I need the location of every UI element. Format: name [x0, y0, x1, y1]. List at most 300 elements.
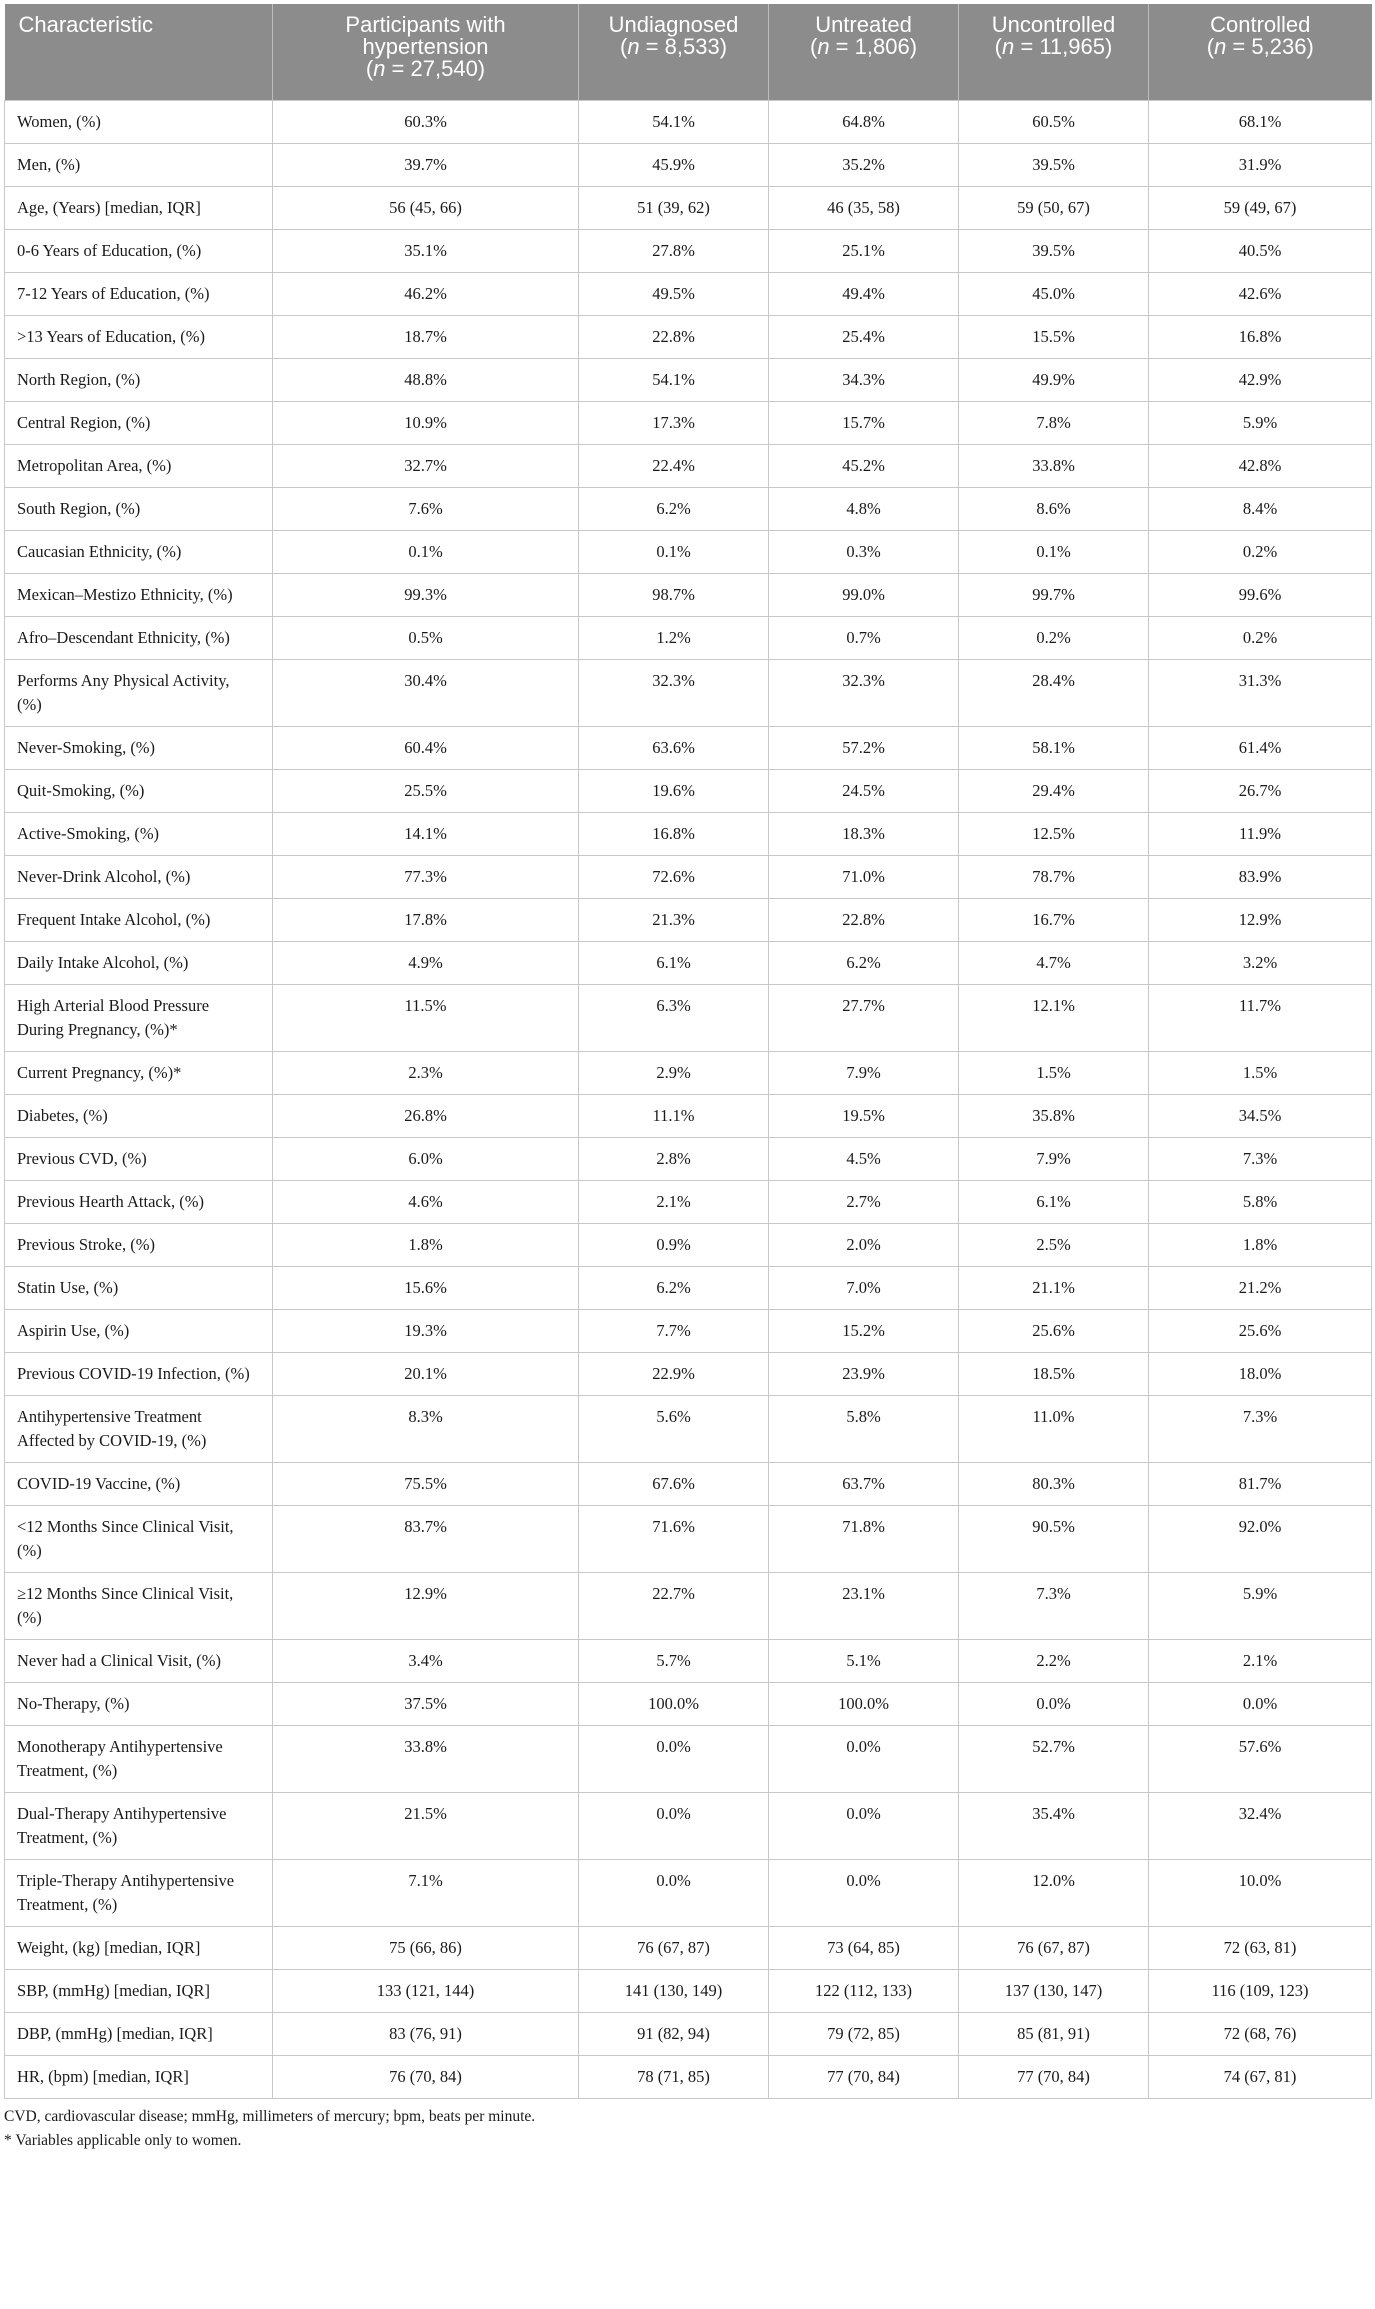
cell-uncontrolled: 60.5%: [959, 100, 1149, 143]
cell-untreated: 15.2%: [769, 1309, 959, 1352]
cell-untreated: 23.9%: [769, 1352, 959, 1395]
row-label: SBP, (mmHg) [median, IQR]: [5, 1969, 273, 2012]
table-row: [5, 315, 1372, 358]
cell-controlled: 40.5%: [1149, 229, 1372, 272]
cell-undiagnosed: 141 (130, 149): [579, 1969, 769, 2012]
table-row: [5, 229, 1372, 272]
cell-undiagnosed: 22.8%: [579, 315, 769, 358]
cell-untreated: 2.7%: [769, 1180, 959, 1223]
cell-untreated: 34.3%: [769, 358, 959, 401]
row-label: High Arterial Blood Pressure During Pregnancy, (%)*: [5, 984, 273, 1051]
cell-all-participants: 77.3%: [273, 855, 579, 898]
cell-all-participants: 37.5%: [273, 1682, 579, 1725]
cell-controlled: 72 (63, 81): [1149, 1926, 1372, 1969]
cell-untreated: 4.5%: [769, 1137, 959, 1180]
cell-undiagnosed: 0.0%: [579, 1792, 769, 1859]
cell-undiagnosed: 45.9%: [579, 143, 769, 186]
cell-controlled: 31.9%: [1149, 143, 1372, 186]
cell-uncontrolled: 35.4%: [959, 1792, 1149, 1859]
table-row: [5, 100, 1372, 143]
cell-all-participants: 20.1%: [273, 1352, 579, 1395]
header-label: Characteristic: [18, 12, 153, 37]
header-uncontrolled: [959, 4, 1149, 100]
row-label: HR, (bpm) [median, IQR]: [5, 2055, 273, 2098]
cell-controlled: 0.0%: [1149, 1682, 1372, 1725]
table-row: [5, 2012, 1372, 2055]
table-row: [5, 941, 1372, 984]
cell-all-participants: 12.9%: [273, 1572, 579, 1639]
cell-untreated: 77 (70, 84): [769, 2055, 959, 2098]
cell-uncontrolled: 80.3%: [959, 1462, 1149, 1505]
characteristics-table: [4, 4, 1372, 2099]
cell-controlled: 81.7%: [1149, 1462, 1372, 1505]
cell-uncontrolled: 29.4%: [959, 769, 1149, 812]
cell-all-participants: 39.7%: [273, 143, 579, 186]
cell-uncontrolled: 33.8%: [959, 444, 1149, 487]
cell-controlled: 0.2%: [1149, 616, 1372, 659]
cell-controlled: 11.7%: [1149, 984, 1372, 1051]
cell-untreated: 5.1%: [769, 1639, 959, 1682]
table-row: [5, 1682, 1372, 1725]
row-label: Daily Intake Alcohol, (%): [5, 941, 273, 984]
cell-uncontrolled: 12.0%: [959, 1859, 1149, 1926]
cell-all-participants: 21.5%: [273, 1792, 579, 1859]
cell-untreated: 25.1%: [769, 229, 959, 272]
cell-uncontrolled: 21.1%: [959, 1266, 1149, 1309]
cell-controlled: 10.0%: [1149, 1859, 1372, 1926]
row-label: Women, (%): [5, 100, 273, 143]
table-row: [5, 1051, 1372, 1094]
cell-undiagnosed: 67.6%: [579, 1462, 769, 1505]
cell-uncontrolled: 0.2%: [959, 616, 1149, 659]
row-label: Antihypertensive Treatment Affected by COVID-19, (%): [5, 1395, 273, 1462]
cell-undiagnosed: 7.7%: [579, 1309, 769, 1352]
table-row: [5, 1792, 1372, 1859]
cell-uncontrolled: 7.8%: [959, 401, 1149, 444]
cell-untreated: 0.7%: [769, 616, 959, 659]
cell-undiagnosed: 0.0%: [579, 1725, 769, 1792]
cell-undiagnosed: 54.1%: [579, 358, 769, 401]
cell-controlled: 12.9%: [1149, 898, 1372, 941]
row-label: Never-Drink Alcohol, (%): [5, 855, 273, 898]
row-label: Triple-Therapy Antihypertensive Treatment, (%): [5, 1859, 273, 1926]
row-label: Frequent Intake Alcohol, (%): [5, 898, 273, 941]
table-row: [5, 573, 1372, 616]
cell-controlled: 0.2%: [1149, 530, 1372, 573]
cell-all-participants: 7.6%: [273, 487, 579, 530]
cell-all-participants: 75.5%: [273, 1462, 579, 1505]
cell-untreated: 49.4%: [769, 272, 959, 315]
cell-untreated: 18.3%: [769, 812, 959, 855]
cell-uncontrolled: 49.9%: [959, 358, 1149, 401]
cell-untreated: 45.2%: [769, 444, 959, 487]
cell-untreated: 4.8%: [769, 487, 959, 530]
table-row: [5, 358, 1372, 401]
table-row: [5, 1352, 1372, 1395]
cell-undiagnosed: 76 (67, 87): [579, 1926, 769, 1969]
cell-undiagnosed: 0.1%: [579, 530, 769, 573]
cell-controlled: 8.4%: [1149, 487, 1372, 530]
table-row: [5, 855, 1372, 898]
header-n: (n = 5,236): [1206, 34, 1314, 59]
cell-undiagnosed: 2.1%: [579, 1180, 769, 1223]
cell-controlled: 59 (49, 67): [1149, 186, 1372, 229]
cell-controlled: 83.9%: [1149, 855, 1372, 898]
cell-uncontrolled: 78.7%: [959, 855, 1149, 898]
row-label: <12 Months Since Clinical Visit, (%): [5, 1505, 273, 1572]
cell-uncontrolled: 2.5%: [959, 1223, 1149, 1266]
cell-undiagnosed: 100.0%: [579, 1682, 769, 1725]
row-label: Age, (Years) [median, IQR]: [5, 186, 273, 229]
table-row: [5, 1180, 1372, 1223]
cell-all-participants: 0.1%: [273, 530, 579, 573]
cell-all-participants: 46.2%: [273, 272, 579, 315]
cell-controlled: 2.1%: [1149, 1639, 1372, 1682]
cell-undiagnosed: 51 (39, 62): [579, 186, 769, 229]
header-label: Participants with hypertension: [345, 12, 506, 59]
cell-uncontrolled: 59 (50, 67): [959, 186, 1149, 229]
table-row: [5, 1223, 1372, 1266]
header-label: Untreated: [815, 12, 912, 37]
table-row: [5, 726, 1372, 769]
cell-untreated: 35.2%: [769, 143, 959, 186]
header-n-symbol: n: [1002, 34, 1015, 59]
cell-untreated: 100.0%: [769, 1682, 959, 1725]
header-controlled: [1149, 4, 1372, 100]
cell-untreated: 73 (64, 85): [769, 1926, 959, 1969]
row-label: Previous Hearth Attack, (%): [5, 1180, 273, 1223]
cell-uncontrolled: 52.7%: [959, 1725, 1149, 1792]
row-label: Current Pregnancy, (%)*: [5, 1051, 273, 1094]
cell-undiagnosed: 91 (82, 94): [579, 2012, 769, 2055]
cell-all-participants: 10.9%: [273, 401, 579, 444]
row-label: Monotherapy Antihypertensive Treatment, (%): [5, 1725, 273, 1792]
cell-untreated: 6.2%: [769, 941, 959, 984]
cell-uncontrolled: 6.1%: [959, 1180, 1149, 1223]
table-row: [5, 530, 1372, 573]
row-label: No-Therapy, (%): [5, 1682, 273, 1725]
cell-untreated: 71.0%: [769, 855, 959, 898]
cell-undiagnosed: 17.3%: [579, 401, 769, 444]
header-undiagnosed: [579, 4, 769, 100]
cell-undiagnosed: 0.0%: [579, 1859, 769, 1926]
cell-undiagnosed: 22.9%: [579, 1352, 769, 1395]
row-label: South Region, (%): [5, 487, 273, 530]
header-n-symbol: n: [1214, 34, 1227, 59]
table-row: [5, 1395, 1372, 1462]
cell-controlled: 3.2%: [1149, 941, 1372, 984]
cell-undiagnosed: 49.5%: [579, 272, 769, 315]
cell-controlled: 74 (67, 81): [1149, 2055, 1372, 2098]
row-label: North Region, (%): [5, 358, 273, 401]
cell-controlled: 21.2%: [1149, 1266, 1372, 1309]
table-row: [5, 143, 1372, 186]
table-row: [5, 769, 1372, 812]
cell-uncontrolled: 0.0%: [959, 1682, 1149, 1725]
row-label: Weight, (kg) [median, IQR]: [5, 1926, 273, 1969]
cell-untreated: 22.8%: [769, 898, 959, 941]
header-n-value: = 5,236): [1226, 34, 1314, 59]
cell-all-participants: 14.1%: [273, 812, 579, 855]
row-label: Quit-Smoking, (%): [5, 769, 273, 812]
header-characteristic: [5, 4, 273, 100]
cell-undiagnosed: 11.1%: [579, 1094, 769, 1137]
cell-controlled: 1.5%: [1149, 1051, 1372, 1094]
cell-undiagnosed: 2.9%: [579, 1051, 769, 1094]
cell-undiagnosed: 98.7%: [579, 573, 769, 616]
table-row: [5, 1309, 1372, 1352]
cell-uncontrolled: 7.9%: [959, 1137, 1149, 1180]
cell-all-participants: 19.3%: [273, 1309, 579, 1352]
cell-uncontrolled: 76 (67, 87): [959, 1926, 1149, 1969]
cell-all-participants: 17.8%: [273, 898, 579, 941]
table-row: [5, 1969, 1372, 2012]
row-label: Previous CVD, (%): [5, 1137, 273, 1180]
cell-all-participants: 99.3%: [273, 573, 579, 616]
cell-controlled: 25.6%: [1149, 1309, 1372, 1352]
cell-all-participants: 60.4%: [273, 726, 579, 769]
row-label: 7-12 Years of Education, (%): [5, 272, 273, 315]
row-label: Performs Any Physical Activity, (%): [5, 659, 273, 726]
cell-uncontrolled: 1.5%: [959, 1051, 1149, 1094]
table-row: [5, 616, 1372, 659]
cell-undiagnosed: 54.1%: [579, 100, 769, 143]
cell-uncontrolled: 85 (81, 91): [959, 2012, 1149, 2055]
table-row: [5, 186, 1372, 229]
cell-controlled: 7.3%: [1149, 1137, 1372, 1180]
cell-controlled: 68.1%: [1149, 100, 1372, 143]
table-row: [5, 401, 1372, 444]
cell-uncontrolled: 39.5%: [959, 229, 1149, 272]
cell-controlled: 5.9%: [1149, 401, 1372, 444]
table-row: [5, 2055, 1372, 2098]
cell-untreated: 99.0%: [769, 573, 959, 616]
row-label: Mexican–Mestizo Ethnicity, (%): [5, 573, 273, 616]
cell-untreated: 122 (112, 133): [769, 1969, 959, 2012]
row-label: DBP, (mmHg) [median, IQR]: [5, 2012, 273, 2055]
row-label: 0-6 Years of Education, (%): [5, 229, 273, 272]
table-row: [5, 1266, 1372, 1309]
cell-controlled: 5.8%: [1149, 1180, 1372, 1223]
cell-all-participants: 7.1%: [273, 1859, 579, 1926]
cell-uncontrolled: 4.7%: [959, 941, 1149, 984]
cell-uncontrolled: 137 (130, 147): [959, 1969, 1149, 2012]
cell-controlled: 5.9%: [1149, 1572, 1372, 1639]
cell-controlled: 72 (68, 76): [1149, 2012, 1372, 2055]
row-label: Dual-Therapy Antihypertensive Treatment, (%): [5, 1792, 273, 1859]
header-n: (n = 8,533): [619, 34, 728, 59]
row-label: Previous Stroke, (%): [5, 1223, 273, 1266]
table-footnotes: [4, 2105, 1371, 2153]
cell-all-participants: 30.4%: [273, 659, 579, 726]
footnote-asterisk: * Variables applicable only to women.: [4, 2131, 242, 2149]
header-label: Uncontrolled: [991, 12, 1116, 37]
cell-all-participants: 25.5%: [273, 769, 579, 812]
cell-untreated: 7.9%: [769, 1051, 959, 1094]
cell-all-participants: 2.3%: [273, 1051, 579, 1094]
cell-untreated: 57.2%: [769, 726, 959, 769]
table-row: [5, 1137, 1372, 1180]
cell-untreated: 71.8%: [769, 1505, 959, 1572]
table-row: [5, 984, 1372, 1051]
row-label: COVID-19 Vaccine, (%): [5, 1462, 273, 1505]
footnote-abbreviations: CVD, cardiovascular disease; mmHg, millimeters of mercury; bpm, beats per minute.: [4, 2107, 536, 2125]
cell-uncontrolled: 15.5%: [959, 315, 1149, 358]
cell-controlled: 16.8%: [1149, 315, 1372, 358]
cell-untreated: 27.7%: [769, 984, 959, 1051]
table-row: [5, 1094, 1372, 1137]
row-label: Central Region, (%): [5, 401, 273, 444]
header-n-value: = 1,806): [829, 34, 918, 59]
cell-all-participants: 60.3%: [273, 100, 579, 143]
cell-undiagnosed: 22.7%: [579, 1572, 769, 1639]
cell-controlled: 18.0%: [1149, 1352, 1372, 1395]
cell-all-participants: 75 (66, 86): [273, 1926, 579, 1969]
table-row: [5, 1505, 1372, 1572]
header-n-symbol: n: [627, 34, 640, 59]
table-body: [5, 100, 1372, 2098]
cell-undiagnosed: 78 (71, 85): [579, 2055, 769, 2098]
cell-uncontrolled: 7.3%: [959, 1572, 1149, 1639]
cell-controlled: 57.6%: [1149, 1725, 1372, 1792]
cell-undiagnosed: 63.6%: [579, 726, 769, 769]
cell-undiagnosed: 21.3%: [579, 898, 769, 941]
header-all-participants: [273, 4, 579, 100]
cell-undiagnosed: 6.2%: [579, 487, 769, 530]
cell-all-participants: 4.6%: [273, 1180, 579, 1223]
row-label: Active-Smoking, (%): [5, 812, 273, 855]
cell-untreated: 23.1%: [769, 1572, 959, 1639]
cell-uncontrolled: 45.0%: [959, 272, 1149, 315]
cell-controlled: 1.8%: [1149, 1223, 1372, 1266]
cell-untreated: 63.7%: [769, 1462, 959, 1505]
cell-uncontrolled: 16.7%: [959, 898, 1149, 941]
cell-untreated: 24.5%: [769, 769, 959, 812]
cell-controlled: 116 (109, 123): [1149, 1969, 1372, 2012]
header-n-value: = 8,533): [639, 34, 728, 59]
cell-uncontrolled: 58.1%: [959, 726, 1149, 769]
cell-all-participants: 133 (121, 144): [273, 1969, 579, 2012]
cell-all-participants: 6.0%: [273, 1137, 579, 1180]
cell-controlled: 26.7%: [1149, 769, 1372, 812]
table-row: [5, 898, 1372, 941]
cell-all-participants: 26.8%: [273, 1094, 579, 1137]
cell-undiagnosed: 27.8%: [579, 229, 769, 272]
header-n: (n = 1,806): [809, 34, 918, 59]
cell-controlled: 32.4%: [1149, 1792, 1372, 1859]
cell-controlled: 42.8%: [1149, 444, 1372, 487]
header-n-value: = 11,965): [1014, 34, 1113, 59]
cell-all-participants: 3.4%: [273, 1639, 579, 1682]
header-n-value: = 27,540): [385, 56, 486, 81]
cell-uncontrolled: 0.1%: [959, 530, 1149, 573]
cell-uncontrolled: 28.4%: [959, 659, 1149, 726]
cell-uncontrolled: 12.5%: [959, 812, 1149, 855]
cell-all-participants: 11.5%: [273, 984, 579, 1051]
row-label: Afro–Descendant Ethnicity, (%): [5, 616, 273, 659]
cell-controlled: 42.9%: [1149, 358, 1372, 401]
cell-uncontrolled: 2.2%: [959, 1639, 1149, 1682]
cell-undiagnosed: 6.2%: [579, 1266, 769, 1309]
cell-undiagnosed: 22.4%: [579, 444, 769, 487]
cell-untreated: 32.3%: [769, 659, 959, 726]
cell-controlled: 92.0%: [1149, 1505, 1372, 1572]
cell-all-participants: 1.8%: [273, 1223, 579, 1266]
cell-undiagnosed: 5.7%: [579, 1639, 769, 1682]
table-container: [4, 4, 1371, 2153]
row-label: Caucasian Ethnicity, (%): [5, 530, 273, 573]
row-label: Never-Smoking, (%): [5, 726, 273, 769]
cell-controlled: 61.4%: [1149, 726, 1372, 769]
table-row: [5, 1572, 1372, 1639]
table-row: [5, 272, 1372, 315]
cell-all-participants: 33.8%: [273, 1725, 579, 1792]
cell-all-participants: 18.7%: [273, 315, 579, 358]
cell-undiagnosed: 0.9%: [579, 1223, 769, 1266]
cell-uncontrolled: 8.6%: [959, 487, 1149, 530]
row-label: Never had a Clinical Visit, (%): [5, 1639, 273, 1682]
row-label: Diabetes, (%): [5, 1094, 273, 1137]
cell-controlled: 7.3%: [1149, 1395, 1372, 1462]
cell-undiagnosed: 72.6%: [579, 855, 769, 898]
cell-untreated: 15.7%: [769, 401, 959, 444]
cell-uncontrolled: 99.7%: [959, 573, 1149, 616]
row-label: Metropolitan Area, (%): [5, 444, 273, 487]
cell-all-participants: 83.7%: [273, 1505, 579, 1572]
cell-controlled: 31.3%: [1149, 659, 1372, 726]
row-label: Aspirin Use, (%): [5, 1309, 273, 1352]
row-label: Statin Use, (%): [5, 1266, 273, 1309]
table-row: [5, 1926, 1372, 1969]
cell-all-participants: 48.8%: [273, 358, 579, 401]
cell-untreated: 19.5%: [769, 1094, 959, 1137]
table-row: [5, 487, 1372, 530]
header-n-symbol: n: [373, 56, 386, 81]
cell-controlled: 11.9%: [1149, 812, 1372, 855]
cell-all-participants: 32.7%: [273, 444, 579, 487]
cell-controlled: 99.6%: [1149, 573, 1372, 616]
table-row: [5, 1859, 1372, 1926]
row-label: Previous COVID-19 Infection, (%): [5, 1352, 273, 1395]
table-row: [5, 812, 1372, 855]
cell-untreated: 79 (72, 85): [769, 2012, 959, 2055]
cell-controlled: 42.6%: [1149, 272, 1372, 315]
cell-untreated: 7.0%: [769, 1266, 959, 1309]
cell-uncontrolled: 25.6%: [959, 1309, 1149, 1352]
cell-uncontrolled: 77 (70, 84): [959, 2055, 1149, 2098]
cell-undiagnosed: 1.2%: [579, 616, 769, 659]
cell-untreated: 0.0%: [769, 1859, 959, 1926]
table-header-row: [5, 4, 1372, 100]
cell-uncontrolled: 39.5%: [959, 143, 1149, 186]
cell-uncontrolled: 35.8%: [959, 1094, 1149, 1137]
header-label: Controlled: [1210, 12, 1311, 37]
header-n-symbol: n: [817, 34, 830, 59]
cell-undiagnosed: 32.3%: [579, 659, 769, 726]
cell-uncontrolled: 90.5%: [959, 1505, 1149, 1572]
table-row: [5, 1462, 1372, 1505]
cell-all-participants: 76 (70, 84): [273, 2055, 579, 2098]
table-row: [5, 1639, 1372, 1682]
cell-undiagnosed: 6.1%: [579, 941, 769, 984]
table-row: [5, 1725, 1372, 1792]
cell-undiagnosed: 19.6%: [579, 769, 769, 812]
cell-uncontrolled: 12.1%: [959, 984, 1149, 1051]
table-row: [5, 659, 1372, 726]
cell-all-participants: 56 (45, 66): [273, 186, 579, 229]
cell-untreated: 46 (35, 58): [769, 186, 959, 229]
header-label: Undiagnosed: [608, 12, 739, 37]
